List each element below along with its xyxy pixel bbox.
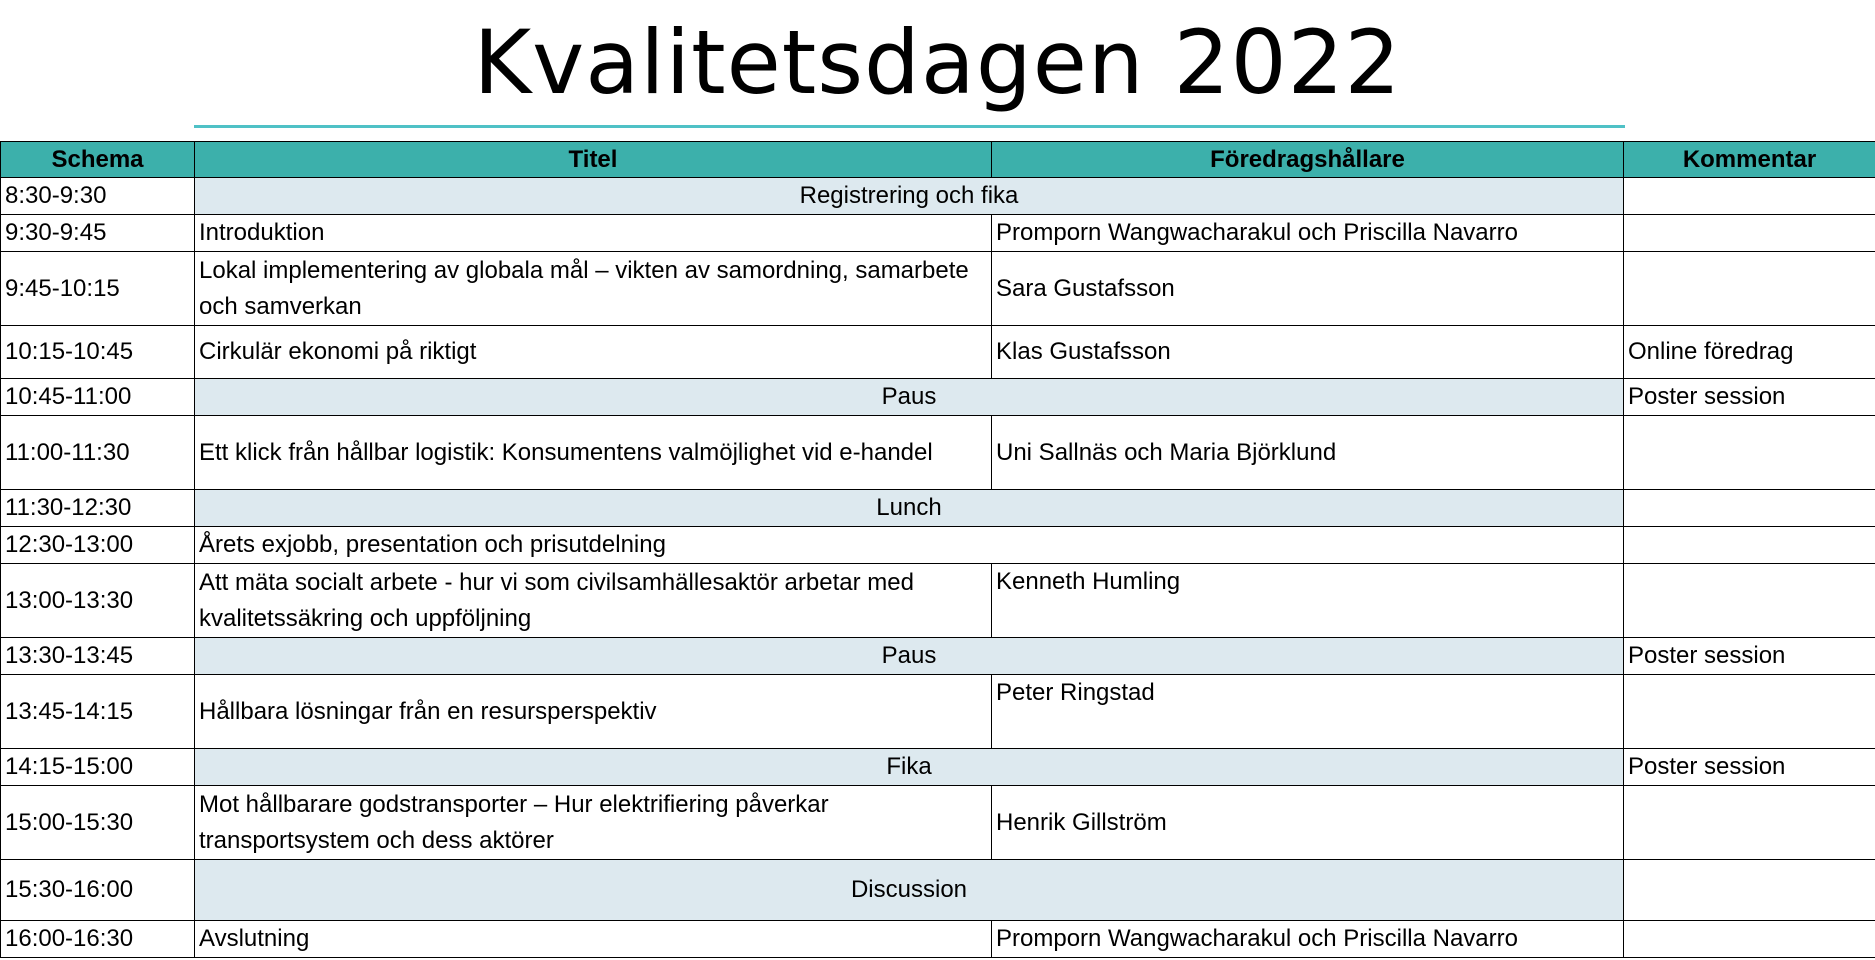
time-cell: 15:00-15:30 (1, 786, 195, 860)
title-cell: Hållbara lösningar från en resursperspektiv (195, 675, 992, 749)
comment-cell (1624, 527, 1875, 564)
table-row (1, 252, 1875, 326)
title-cell: Ett klick från hållbar logistik: Konsumentens valmöjlighet vid e-handel (195, 416, 992, 490)
comment-cell: Online föredrag (1624, 326, 1875, 379)
table-row (1, 675, 1875, 749)
speaker-cell: Promporn Wangwacharakul och Priscilla Navarro (992, 215, 1624, 252)
comment-cell (1624, 416, 1875, 490)
table-row (1, 564, 1875, 638)
column-header-kommentar: Kommentar (1624, 142, 1875, 178)
time-cell: 9:45-10:15 (1, 252, 195, 326)
time-cell: 14:15-15:00 (1, 749, 195, 786)
column-header-schema: Schema (1, 142, 195, 178)
table-row (1, 527, 1875, 564)
break-cell: Lunch (195, 490, 1624, 527)
comment-cell (1624, 860, 1875, 921)
comment-cell (1624, 564, 1875, 638)
comment-cell (1624, 786, 1875, 860)
time-cell: 13:45-14:15 (1, 675, 195, 749)
time-cell: 12:30-13:00 (1, 527, 195, 564)
title-cell: Introduktion (195, 215, 992, 252)
table-row (1, 638, 1875, 675)
speaker-cell: Henrik Gillström (992, 786, 1624, 860)
table-row (1, 215, 1875, 252)
header-row (1, 142, 1875, 178)
schedule-table (0, 141, 1875, 958)
comment-cell (1624, 921, 1875, 958)
speaker-cell: Uni Sallnäs och Maria Björklund (992, 416, 1624, 490)
comment-cell (1624, 215, 1875, 252)
comment-cell (1624, 490, 1875, 527)
table-row (1, 178, 1875, 215)
speaker-cell: Promporn Wangwacharakul och Priscilla Navarro (992, 921, 1624, 958)
speaker-cell: Klas Gustafsson (992, 326, 1624, 379)
table-row (1, 416, 1875, 490)
table-row (1, 786, 1875, 860)
break-cell: Registrering och fika (195, 178, 1624, 215)
speaker-cell: Kenneth Humling (992, 564, 1624, 638)
column-header-titel: Titel (195, 142, 992, 178)
table-row (1, 860, 1875, 921)
comment-cell: Poster session (1624, 749, 1875, 786)
table-row (1, 490, 1875, 527)
speaker-cell: Peter Ringstad (992, 675, 1624, 749)
time-cell: 10:15-10:45 (1, 326, 195, 379)
comment-cell (1624, 675, 1875, 749)
title-cell: Årets exjobb, presentation och prisutdelning (195, 527, 1624, 564)
break-cell: Paus (195, 379, 1624, 416)
break-cell: Paus (195, 638, 1624, 675)
time-cell: 13:00-13:30 (1, 564, 195, 638)
time-cell: 13:30-13:45 (1, 638, 195, 675)
comment-cell (1624, 178, 1875, 215)
comment-cell (1624, 252, 1875, 326)
table-row (1, 749, 1875, 786)
table-row (1, 921, 1875, 958)
page-title: Kvalitetsdagen 2022 (473, 11, 1402, 114)
time-cell: 10:45-11:00 (1, 379, 195, 416)
break-cell: Fika (195, 749, 1624, 786)
title-cell: Mot hållbarare godstransporter – Hur elektrifiering påverkar transportsystem och dess aktörer (195, 786, 992, 860)
time-cell: 15:30-16:00 (1, 860, 195, 921)
time-cell: 11:30-12:30 (1, 490, 195, 527)
table-row (1, 326, 1875, 379)
table-row (1, 379, 1875, 416)
speaker-cell: Sara Gustafsson (992, 252, 1624, 326)
time-cell: 9:30-9:45 (1, 215, 195, 252)
comment-cell: Poster session (1624, 638, 1875, 675)
time-cell: 11:00-11:30 (1, 416, 195, 490)
title-cell: Lokal implementering av globala mål – vikten av samordning, samarbete och samverkan (195, 252, 992, 326)
time-cell: 8:30-9:30 (1, 178, 195, 215)
title-cell: Cirkulär ekonomi på riktigt (195, 326, 992, 379)
title-cell: Att mäta socialt arbete - hur vi som civilsamhällesaktör arbetar med kvalitetssäkring och uppföljning (195, 564, 992, 638)
comment-cell: Poster session (1624, 379, 1875, 416)
break-cell: Discussion (195, 860, 1624, 921)
title-underline (194, 125, 1625, 128)
column-header-foredragshallare: Föredragshållare (992, 142, 1624, 178)
title-cell: Avslutning (195, 921, 992, 958)
time-cell: 16:00-16:30 (1, 921, 195, 958)
